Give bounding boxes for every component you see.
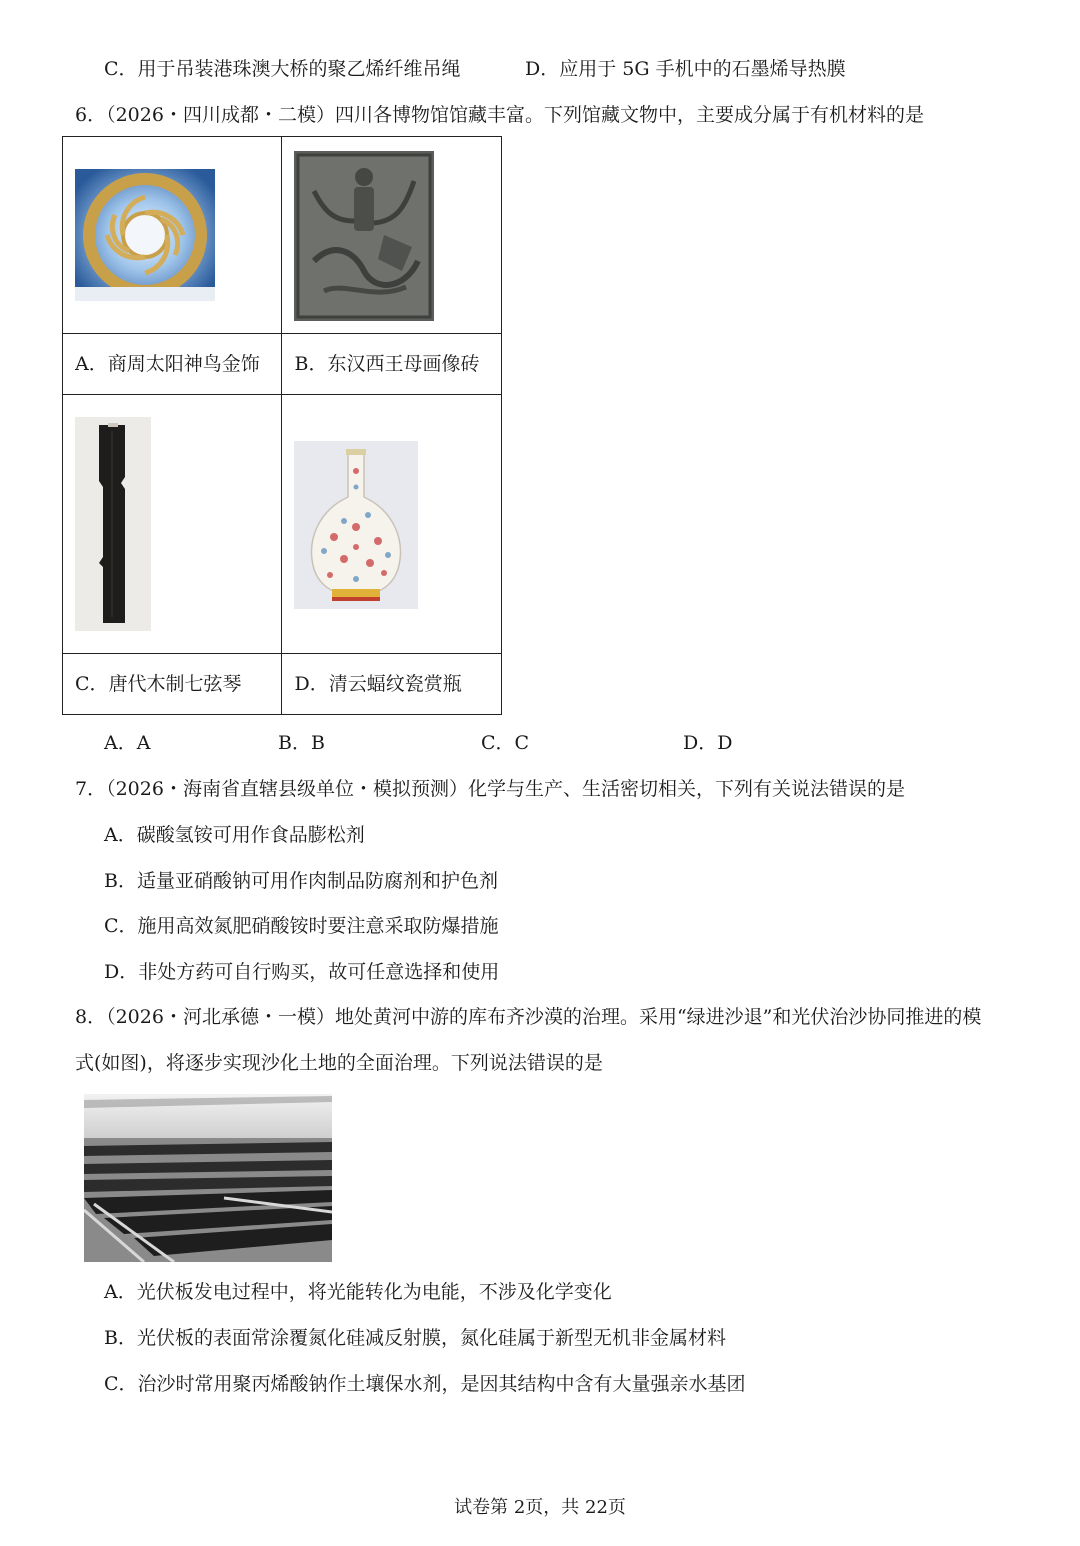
cell-c-caption <box>63 654 282 715</box>
q6-choice-c[interactable]: C．C <box>481 732 530 754</box>
q8-option-a[interactable]: A．光伏板发电过程中，将光能转化为电能，不涉及化学变化 <box>104 1281 612 1303</box>
page-footer: 试卷第 2页，共 22页 <box>454 1497 626 1518</box>
caption-b: B．东汉西王母画像砖 <box>294 353 480 375</box>
cell-c-image <box>63 395 282 654</box>
guqin-icon <box>75 417 151 631</box>
q6-stem: 6．（2026・四川成都・二模）四川各博物馆馆藏丰富。下列馆藏文物中，主要成分属于有机材料的是 <box>75 104 924 126</box>
caption-d: D．清云蝠纹瓷赏瓶 <box>294 673 462 695</box>
q6-choice-b[interactable]: B．B <box>278 732 325 754</box>
cell-b-caption <box>282 334 502 395</box>
cell-b-image <box>282 137 502 334</box>
q6-artifact-table <box>62 136 502 715</box>
sun-bird-gold-icon <box>75 169 215 301</box>
q8-option-b[interactable]: B．光伏板的表面常涂覆氮化硅减反射膜，氮化硅属于新型无机非金属材料 <box>104 1327 726 1349</box>
q8-stem-line1: 8．（2026・河北承德・一模）地处黄河中游的库布齐沙漠的治理。采用“绿进沙退”和光伏治沙协同推进的模 <box>75 1006 982 1028</box>
caption-c: C．唐代木制七弦琴 <box>75 673 242 695</box>
q6-choice-a[interactable]: A．A <box>104 732 151 754</box>
porcelain-vase-icon <box>294 441 418 609</box>
q8-option-c[interactable]: C．治沙时常用聚丙烯酸钠作土壤保水剂，是因其结构中含有大量强亲水基团 <box>104 1373 746 1395</box>
q7-option-a[interactable]: A．碳酸氢铵可用作食品膨松剂 <box>104 824 365 846</box>
q7-stem: 7．（2026・海南省直辖县级单位・模拟预测）化学与生产、生活密切相关，下列有关说法错误的是 <box>75 778 905 800</box>
q7-option-c[interactable]: C．施用高效氮肥硝酸铵时要注意采取防爆措施 <box>104 915 499 937</box>
cell-d-image <box>282 395 502 654</box>
q5-option-c: C．用于吊装港珠澳大桥的聚乙烯纤维吊绳 <box>104 58 461 80</box>
q5-option-d: D．应用于 5G 手机中的石墨烯导热膜 <box>525 58 846 80</box>
brick-relief-icon <box>294 151 434 321</box>
q7-option-b[interactable]: B．适量亚硝酸钠可用作肉制品防腐剂和护色剂 <box>104 870 498 892</box>
cell-a-caption <box>63 334 282 395</box>
caption-a: A．商周太阳神鸟金饰 <box>75 353 260 375</box>
solar-panel-photo-icon <box>84 1094 332 1262</box>
q8-stem-line2: 式(如图)，将逐步实现沙化土地的全面治理。下列说法错误的是 <box>75 1052 603 1074</box>
q6-choice-d[interactable]: D．D <box>683 732 733 754</box>
cell-d-caption <box>282 654 502 715</box>
cell-a-image <box>63 137 282 334</box>
q7-option-d[interactable]: D．非处方药可自行购买，故可任意选择和使用 <box>104 961 500 983</box>
